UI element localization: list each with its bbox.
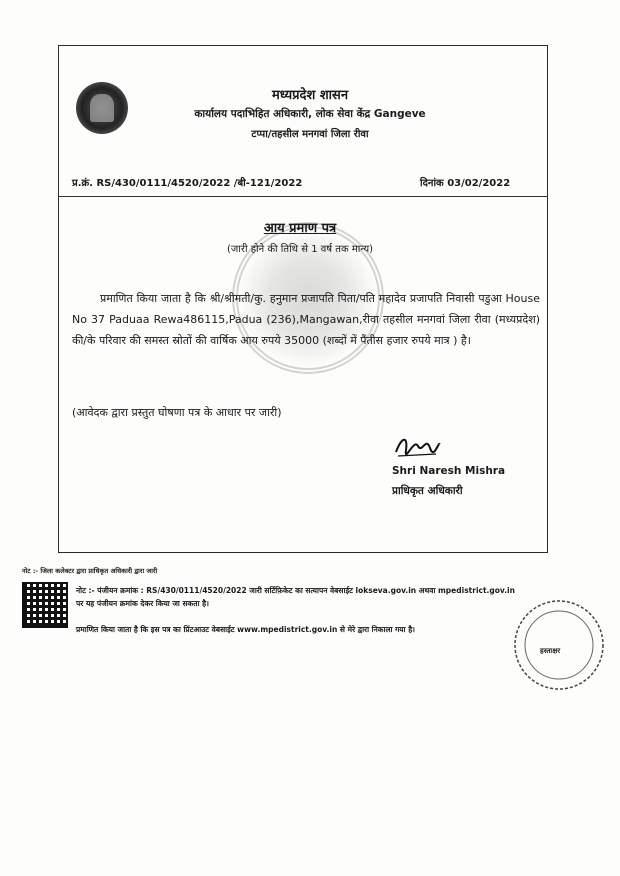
office-seal-icon — [512, 598, 606, 692]
signatory-designation: प्राधिकृत अधिकारी — [392, 485, 463, 497]
office-name: कार्यालय पदाभिहित अधिकारी, लोक सेवा केंद्र Gangeve — [194, 108, 426, 120]
validity-note: (जारी होने की तिथि से 1 वर्ष तक मान्य) — [226, 244, 374, 255]
declaration-note: (आवेदक द्वारा प्रस्तुत घोषणा पत्र के आधार पर जारी) — [72, 406, 282, 419]
header-divider — [58, 196, 548, 197]
government-title: मध्यप्रदेश शासन — [271, 88, 349, 103]
state-emblem-icon — [76, 82, 128, 134]
footer-note-authority: नोट :- जिला कलेक्टर द्वारा प्राधिकृत अधिकारी द्वारा जारी — [22, 567, 158, 575]
issue-date: दिनांक 03/02/2022 — [420, 178, 511, 189]
seal-label: हस्ताक्षर — [540, 647, 561, 655]
certificate-title: आय प्रमाण पत्र — [263, 221, 337, 236]
footer-note-verification: नोट :- पंजीयन क्रमांक : RS/430/0111/4520/2022 जारी सर्टिफ़िकेट का सत्यापन वेबसाईट lokseva.gov.in अथवा mpedistrict.gov.in पर यह पंजीयन क्रमांक देकर किया जा सकता है। — [76, 586, 515, 608]
signatory-name: Shri Naresh Mishra — [392, 465, 506, 477]
office-location: टप्पा/तहसील मनगवां जिला रीवा — [251, 129, 369, 140]
footer-note-printout: प्रमाणित किया जाता है कि इस पत्र का प्रिंटआउट वेबसाईट www.mpedistrict.gov.in से मेरे द्वारा निकाला गया है। — [76, 625, 416, 634]
qr-code-icon — [22, 582, 68, 628]
certificate-body: प्रमाणित किया जाता है कि श्री/श्रीमती/कु. हनुमान प्रजापति पिता/पति महादेव प्रजापति निवासी पडुआ House No 37 Paduaa Rewa486115,Padua (236),Mangawan,रीवा तहसील मनगवां जिला रीवा (मध्यप्रदेश) की/के परिवार की समस्त स्रोतों की वार्षिक आय रुपये 35000 (शब्दों में पैंतीस हजार रुपये मात्र ) है। — [72, 292, 540, 347]
signature-icon — [392, 432, 442, 460]
reference-number: प्र.क्रं. RS/430/0111/4520/2022 /बी-121/2022 — [72, 178, 303, 189]
